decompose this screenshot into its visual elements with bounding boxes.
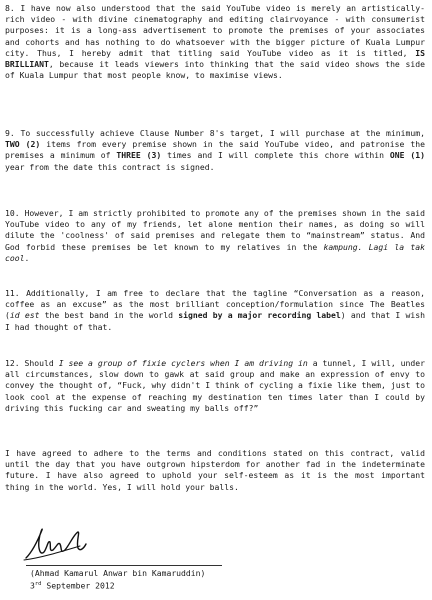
signer-block — [30, 568, 205, 592]
clause-text-run: kampung. Lagi la tak cool — [5, 241, 425, 263]
signature-date — [30, 579, 205, 592]
closing-paragraph — [5, 448, 425, 493]
clause-text-run: . — [24, 252, 30, 263]
clause-text-run: a tunnel, I will, under all circumstances, slow down to gawk at said group and make an expression of envy to convey the thought of, “Fuck, why didn't I think of cycling a fixie like them, just to look cool at the expense of reaching my destination ten times later than I could by driving this fucking car and sweating my balls off?” — [5, 358, 425, 413]
clause-text-run: Should — [24, 358, 59, 368]
date-suffix: rd — [34, 581, 42, 587]
clause-11 — [5, 288, 425, 333]
clause-text-run: Additionally, I am free to declare that the tagline “Conversation as a reason, coffee as an excuse” as the most brilliant conception/formulation since The Beatles ( — [5, 288, 425, 321]
clause-text-run: ONE (1) — [389, 150, 426, 161]
signature-icon — [20, 522, 100, 567]
clause-number: 8. — [5, 3, 21, 13]
clause-12 — [5, 358, 425, 414]
clause-text-run: IS BRILLIANT — [5, 47, 425, 70]
clause-8 — [5, 3, 425, 81]
clause-number: 10. — [5, 208, 25, 218]
clause-number: 11. — [5, 288, 27, 298]
clause-10 — [5, 208, 425, 264]
clause-number: 9. — [5, 128, 21, 138]
clause-text-run: the best band in the world — [39, 310, 179, 321]
clause-text-run: THREE (3) — [116, 150, 162, 161]
clause-text-run: , because it leads viewers into thinking that the said video shows the side of Kuala Lumpur that most people know, to maximise views. — [5, 59, 425, 81]
clause-text-run: year from the date this contract is signed. — [5, 161, 215, 172]
date-rest: September 2012 — [46, 580, 115, 591]
clause-number: 12. — [5, 358, 25, 368]
clause-text-run: To successfully achieve Clause Number 8's target, I will purchase at the minimum, — [20, 128, 426, 138]
signature-line — [26, 565, 222, 566]
date-day: 3 — [30, 580, 35, 591]
clause-text-run: ) and that I wish I had thought of that. — [5, 310, 425, 332]
clause-text-run: TWO (2) — [5, 139, 41, 150]
clause-text-run: I see a group of fixie cyclers when I am driving in — [58, 358, 308, 368]
clause-text-run: However, I am strictly prohibited to promote any of the premises shown in the said YouTube video to any of my friends, let alone mention their names, as doing so will dilute the 'coolness' of said premises and relegate them to “mainstream” status. And God forbid these premises be let known to my relatives in the — [5, 208, 425, 252]
clause-text-run: items from every premise shown in the said YouTube video, and patronise the premises a minimum of — [5, 139, 425, 161]
clause-text-run: id est — [9, 310, 40, 321]
signer-name: (Ahmad Kamarul Anwar bin Kamaruddin) — [30, 568, 206, 578]
clause-text-run: I have agreed to adhere to the terms and conditions stated on this contract, valid until the day that you have outgrown hipsterdom for another fad in the indeterminate future. I have also agreed to uphold your self-esteem as it is the most important thing in the world. Yes, I will hold your balls. — [5, 448, 425, 492]
clause-text-run: times and I will complete this chore within — [161, 150, 390, 161]
clause-text-run: signed by a major recording label — [178, 310, 341, 321]
clause-9 — [5, 128, 425, 173]
clause-text-run: I have now also understood that the said YouTube video is merely an artistically-rich video - with divine cinematography and editing clairvoyance - with consumerist purposes: it is a long-ass advertisement to promote the premises of your associates and cohorts and has nothing to do whatsoever with the bigger picture of Kuala Lumpur city. Thus, I hereby admit that titling said YouTube video as it is titled, — [5, 3, 426, 58]
